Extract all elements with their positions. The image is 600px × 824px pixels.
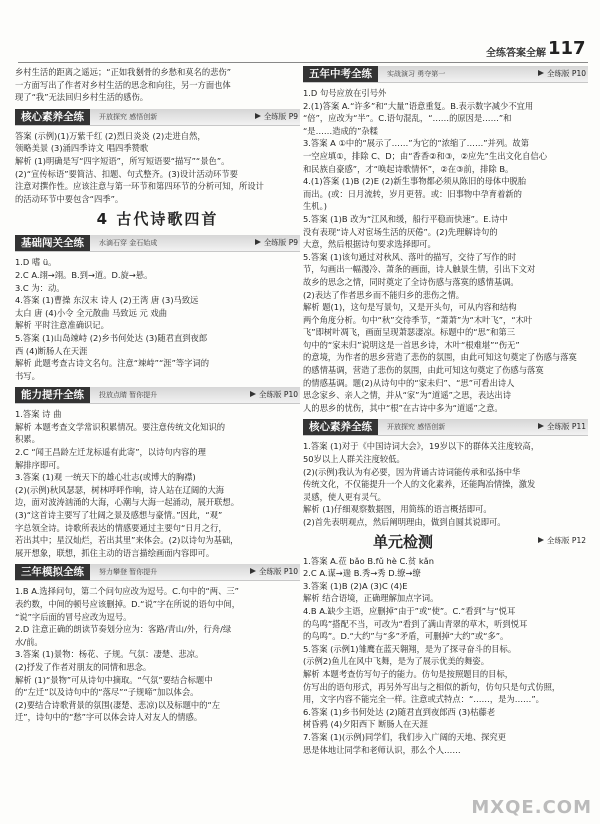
- text-line: 的“左迁”以及诗句中的“落尽”“子规啼”加以体会。: [15, 687, 199, 698]
- section-subtitle: 水滴石穿 金石始成: [99, 239, 158, 248]
- text-line: 5.答案 (示例1)雏鹰在蓝天翱翔，是为了探寻奋斗的目标。: [303, 643, 517, 654]
- section-header-three-year: [15, 564, 300, 581]
- text-line: 两个角度分析。句中“秋”交待季节，“萧萧”为“木叶飞”，“木叶: [303, 314, 533, 325]
- text-line: 7.答案 (1)(示例)同学们，我们步入广阔的天地、探究更: [303, 731, 507, 742]
- text-line: 展开想象，联想，抓住主动的语言描绘画面内容即可。: [15, 547, 215, 558]
- text-line: 水/前。: [15, 636, 43, 647]
- text-line: 边，面对波涛汹涌的大海，心潮与大海一起涌动，展开联想。: [15, 497, 240, 508]
- section-title: 三年模拟全练: [15, 564, 90, 580]
- text-line: 解析 此题考查古诗文名句。注意“竦峙”“涯”等字词的: [15, 358, 210, 369]
- section-ref-text: 全练版 P9: [263, 238, 298, 248]
- section-header-five-year: [303, 66, 588, 83]
- text-line: 答案 (示例)(1)万紫千红 (2)烈日炎炎 (2)走进自然，: [15, 130, 206, 141]
- text-line: 注意对撰作性。应该注意与第一环节和第四环节的分析可知，所设计: [15, 181, 264, 192]
- section-ref: [538, 419, 586, 435]
- text-line: 1.B A.选择问句，第二个问句应改为逗号。C.句中的“两、三”: [15, 586, 239, 597]
- text-line: (示例2)鱼儿在风中飞舞，是为了展示优美的舞姿。: [303, 656, 489, 667]
- text-line: 树昏鸦 (4)夕阳西下 断肠人在天涯: [303, 719, 428, 730]
- text-line: 解排序即可。: [15, 459, 65, 470]
- section-ref: [538, 66, 586, 82]
- text-line: 2.C A.翊→翊。B.到→道。D.旋→悬。: [15, 269, 153, 280]
- text-line: 4.答案 (1)曹操 东汉末 诗人 (2)王湾 唐 (3)马致远: [15, 295, 199, 306]
- section-title: 五年中考全练: [303, 66, 378, 82]
- unit-test-header: [303, 531, 588, 553]
- text-line: 仿写出的语句形式，再另外写出与之相似的新句，仿句只是句式仿照，: [303, 681, 561, 692]
- section-ref: [538, 535, 586, 548]
- text-line: 的感情基调，营造了悲伤的氛围，由此可知这句奠定了伤感与落寞: [303, 365, 544, 376]
- pointer-icon: [538, 423, 544, 429]
- text-line: (2)(示例)秋风瑟瑟，树林呼呼作响，诗人站在辽阔的大海: [15, 484, 225, 495]
- text-line: 5.答案 (1)B 改为“江风和缓，船行平稳而快速”。E.诗中: [303, 213, 508, 224]
- text-line: 5.答案 (1)该句通过对秋风、落叶的描写，交待了写作的时: [303, 251, 517, 262]
- section-subtitle: 实战演习 勇夺第一: [387, 70, 446, 78]
- section-ref-text: 全练版 P10: [547, 69, 586, 78]
- text-line: 书写。: [15, 370, 40, 381]
- text-line: 迁”，诗句中的“愁”字可以体会诗人对友人的情感。: [15, 712, 203, 723]
- text-line: 领略美景 (3)涌四季诗文 唱四季赞歌: [15, 143, 149, 154]
- text-line: 字总领全诗。诗歌所表达的情感要通过主要句“日月之行，: [15, 522, 227, 533]
- text-line: 传统文化，不仅能提升一个人的文化素养，还能陶冶情操，激发: [303, 479, 536, 490]
- chapter-title: 4 古代诗歌四首: [96, 210, 219, 229]
- text-line: 解析 (1)明确是写“四字短语”，所写短语要“描写”“景色”。: [15, 155, 230, 166]
- text-line: 积累。: [15, 434, 40, 445]
- section-subtitle: 开放探究 感悟创新: [99, 112, 158, 121]
- section-subtitle: 开放探究 感悟创新: [387, 423, 446, 432]
- text-line: (2)(示例)我认为有必要，因为背诵古诗词能传承和弘扬中华: [303, 466, 521, 477]
- section-header-core-literacy-2: [303, 419, 588, 436]
- pointer-icon: [255, 239, 261, 245]
- text-line: (2)“宣传标语”要简洁、扣题、句式整齐。(3)设计活动环节要: [15, 168, 238, 179]
- text-line: 解析 题(1)，这句是写景句，又是开头句，可从内容和结构: [303, 302, 517, 313]
- section-ref-text: 全练版 P11: [547, 422, 586, 432]
- section-header-ability: [15, 387, 300, 404]
- text-line: 解析 结合语境，正确理解加点字词。: [303, 593, 439, 604]
- text-line: 2.(1)答案 A.“许多”和“大量”语意重复。B.表示数字减少不宜用: [303, 100, 534, 111]
- text-line: 50岁以上人群关注度较低。: [303, 454, 405, 465]
- text-line: 1.D 句号应放在引号外: [303, 88, 387, 98]
- section-subtitle: 投放点睛 暂你提升: [99, 391, 158, 400]
- section-ref: [255, 235, 298, 251]
- pointer-icon: [538, 537, 544, 543]
- page-number: 117: [548, 38, 586, 59]
- text-line: 6.答案 (1)乡书何处达 (2)随君直到夜郎西 (3)枯藤老: [303, 706, 496, 717]
- text-line: 一空应填①，排除 C、D；由“香香②和③，②应先“生出文化自信心: [303, 150, 547, 161]
- pointer-icon: [250, 568, 256, 574]
- text-line: 大意，然后根据诗句要求选择即可。: [303, 239, 436, 250]
- text-line: 解析 本题考查文学常识积累情况。要注意传统文化知识的: [15, 421, 226, 432]
- text-line: 解析 (1)“景物”可从诗句中摘取。“气氛”要结合标题中: [15, 674, 213, 685]
- text-line: 的情感基调。题(2)从诗句中的“家未归”、“思”可看出诗人: [303, 377, 515, 388]
- section-body: [15, 256, 300, 382]
- left-column: [15, 66, 300, 724]
- text-line: 人的思乡的忧伤，其中“根”在古诗中多为“道遥”之意。: [303, 402, 503, 413]
- text-line: 1.D 嗜 ü。: [15, 257, 57, 268]
- section-ref: [255, 109, 298, 125]
- text-line: 表约数，中间的顿号应该删掉。D.“说”字在所说的语句中间，: [15, 599, 241, 609]
- text-line: 3.答案 (1)B (2)A (3)C (4)E: [303, 580, 408, 591]
- text-line: (2)要结合诗歌背景的氛围(凄楚、悲凉)以及标题中的“左: [15, 699, 221, 710]
- text-line: “是……造成的”杂糅: [303, 125, 378, 136]
- text-line: “说”字后面的冒号应改为逗号。: [15, 611, 132, 622]
- text-line: 思念家乡、亲人之情，并从“家”为“道遥”之思，表达出诗: [303, 390, 512, 401]
- text-line: 解析 平时注意准确识记。: [15, 320, 109, 331]
- section-title: 核心素养全练: [303, 419, 378, 435]
- section-ref-text: 全练版 P10: [259, 567, 298, 577]
- pointer-icon: [538, 70, 544, 76]
- right-column: [303, 66, 588, 756]
- section-body: [303, 87, 588, 414]
- text-line: 句中的“家未归”说明这是一首思乡诗，木叶“根难堪”“伤无”: [303, 339, 520, 350]
- text-line: 4.B A.缺少主语，应删掉“由于”或“使”。C.“看到”与“悦耳: [303, 605, 516, 616]
- text-line: 解析 (1)仔细观察数据图，用简练的语言概括即可。: [303, 504, 492, 515]
- unit-title: 单元检测: [373, 532, 434, 551]
- text-line: 现了“我”无法回归乡村生活的感伤。: [15, 92, 149, 103]
- text-line: 一方面写出了作者对乡村生活的思念和向往，另一方面也体: [15, 79, 231, 90]
- text-line: 灵感，使人更有灵气。: [303, 491, 386, 502]
- text-line: 西 (4)断肠人在天涯: [15, 345, 88, 356]
- section-ref: [250, 387, 298, 403]
- watermark: MXQE.COM: [471, 797, 592, 818]
- text-line: 4.(1)答案 (1)B (2)E (2)新生事物都必须从陈旧的母体中脱胎: [303, 176, 527, 187]
- text-line: 5.答案 (1)山岛竦峙 (2)乡书何处达 (3)随君直到夜郎: [15, 332, 208, 343]
- text-line: 用，文字内容不能完全一样。注意或式特点：“……，是为……”。: [303, 694, 544, 705]
- section-body: [303, 555, 588, 757]
- section-title: 能力提升全练: [15, 387, 90, 403]
- text-line: 太白 唐 (4)小令 全元散曲 马致远 元 戏曲: [15, 307, 168, 318]
- text-line: 1.答案 诗 曲: [15, 409, 62, 420]
- text-line: 故乡的思念之情，同时奠定了全诗伤感与落寞的感情基调。: [303, 276, 519, 287]
- text-line: 思是体地让同学和老师认识，那么个人……: [303, 744, 461, 755]
- intro-paragraph: [15, 66, 300, 104]
- text-line: (2)抒发了作者对朋友的同情和思念。: [15, 661, 152, 672]
- text-line: 而出。(或：日月流转，岁月更替。或：旧事物中孕育着新的: [303, 188, 522, 199]
- page-header: [0, 34, 600, 64]
- text-line: 1.答案 (1)对于《中国诗词大会》，19岁以下的群体关注度较高，: [303, 441, 540, 452]
- text-line: 3.答案 A ①中的“展示了……”为它的“浓缩了……”并列。故第: [303, 138, 530, 149]
- section-title: 核心素养全练: [15, 109, 90, 125]
- section-header-basic: [15, 235, 300, 252]
- text-line: 1.答案 A.莅 bǎo B.fǔ hè C.贫 kǎn: [303, 555, 434, 566]
- text-line: (3)“这首诗主要写了壮阔之景及感想与豪情。”因此，“观”: [15, 510, 223, 521]
- text-line: 3.答案 (1)景物：杨花、子规。气氛：凄楚、悲凉。: [15, 649, 204, 660]
- text-line: 3.答案 (1)观 一统天下的雄心壮志(或博大的胸襟): [15, 472, 196, 483]
- section-body: [15, 130, 300, 206]
- text-line: 飞”即树叶凋飞，画面呈现萧瑟凄凉。标题中的“思”和第三: [303, 327, 516, 338]
- text-line: 和民族自豪感”，才“唤起诗歌情怀”，②在③前，排除 B。: [303, 163, 514, 174]
- text-line: (2)首先表明观点，然后阐明理由，做到自圆其说即可。: [303, 517, 506, 527]
- text-line: 2.C “闻王昌龄左迁龙标遥有此寄”，以诗句内容的理: [15, 447, 206, 458]
- text-line: 的鸟鸣”搭配不当，可改为“看到了满山青翠的草木，听到悦耳: [303, 618, 528, 629]
- text-line: 生机。): [303, 201, 327, 212]
- section-ref: [250, 564, 298, 580]
- text-line: “倍”，应改为“半”。C.语句混乱，“……的原因是……”和: [303, 113, 512, 124]
- text-line: 解析 本题考查仿写句子的能力。仿句是按照题目的目标，: [303, 668, 514, 679]
- text-line: 2.C A.谋→遄 B.秀→秀 D.缭→缭: [303, 568, 421, 579]
- section-body: [303, 440, 588, 528]
- text-line: 乡村生活的距离之遥远；“正如我剗骨的乡愁和莫名的悲伤”: [15, 67, 232, 77]
- section-ref-text: 全练版 P10: [259, 390, 298, 400]
- text-line: 3.C 为：动。: [15, 282, 65, 293]
- text-line: 的活动环节中要包含“四季”。: [15, 193, 124, 204]
- text-line: 没有表现“诗人对宦场生活的厌倦”。(2)先理解诗句的: [303, 226, 498, 237]
- text-line: 的鸟鸣”。D.“大约”与“多”矛盾，可删掉“大约”或“多”。: [303, 631, 509, 642]
- header-rule: [18, 62, 588, 63]
- text-line: 2.D 注意正确的朗读节奏划分应为：客路/青山/外，行舟/绿: [15, 624, 232, 635]
- pointer-icon: [255, 113, 261, 119]
- section-body: [15, 408, 300, 559]
- section-ref-text: 全练版 P9: [263, 111, 298, 121]
- section-body: [15, 585, 300, 724]
- text-line: 的意境，为作者的思乡营造了悲伤的氛围，由此可知这句奠定了伤感与落寞: [303, 352, 577, 363]
- text-line: 若出其中；星汉灿烂，若出其里”来体会。(2)以诗句为基础，: [15, 535, 239, 546]
- header-title: 全练答案全解: [486, 48, 546, 59]
- pointer-icon: [250, 391, 256, 397]
- section-header-core-literacy: [15, 109, 300, 126]
- section-subtitle: 努力攀登 暂你提升: [99, 568, 158, 577]
- text-line: 节，勾画出一幅漫冷、萧条的画面，诗人触景生情，引出下文对: [303, 264, 536, 275]
- text-line: (2)表达了作者思乡而不能归乡的悲伤之情。: [303, 289, 465, 300]
- section-title: 基础闯关全练: [15, 235, 90, 251]
- section-ref-text: 全练版 P12: [547, 535, 586, 545]
